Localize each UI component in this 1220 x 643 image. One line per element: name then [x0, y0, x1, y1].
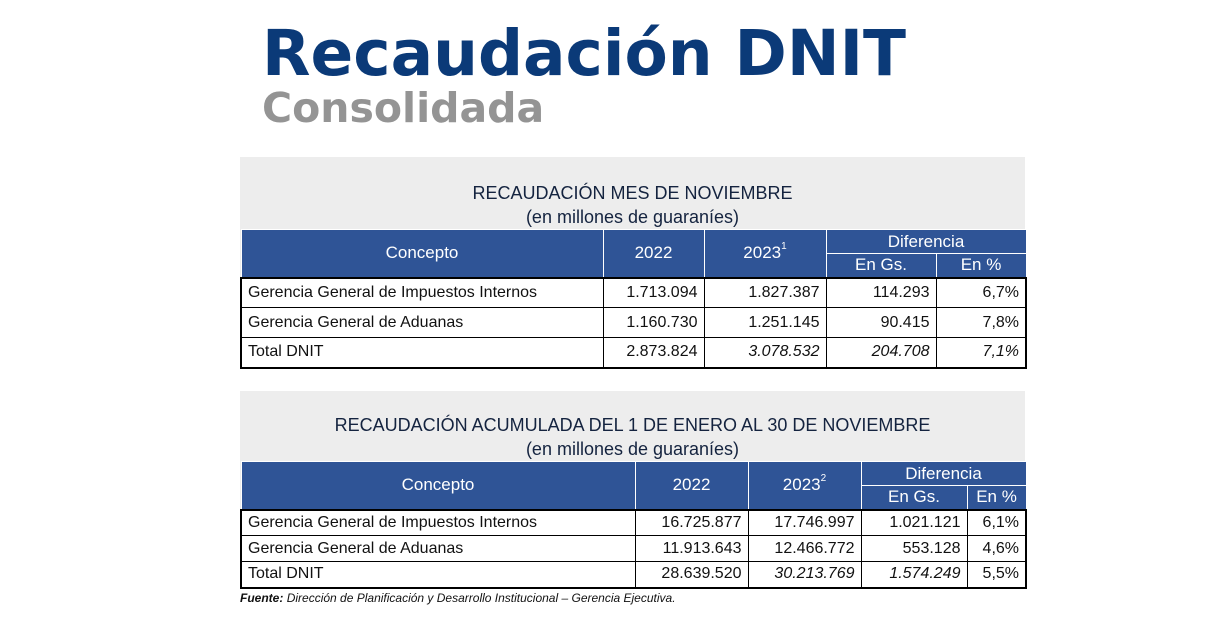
cell-concepto: Gerencia General de Aduanas — [241, 308, 603, 338]
table-row — [241, 536, 1026, 562]
cell-2023: 17.746.997 — [748, 510, 861, 536]
accumulated-collection-panel — [240, 391, 1025, 589]
cell-concepto: Gerencia General de Impuestos Internos — [241, 510, 635, 536]
cell-2022: 2.873.824 — [603, 338, 704, 368]
monthly-collection-heading — [240, 157, 1025, 229]
cell-concepto: Total DNIT — [241, 338, 603, 368]
column-header-2023 — [748, 462, 861, 510]
column-header-concepto: Concepto — [241, 462, 635, 510]
cell-en-gs: 1.021.121 — [861, 510, 967, 536]
footnote-marker: 2 — [820, 473, 827, 485]
table-subheading: (en millones de guaraníes) — [525, 207, 740, 227]
cell-en-pct: 5,5% — [967, 562, 1026, 588]
monthly-collection-table — [240, 229, 1027, 369]
cell-en-pct: 4,6% — [967, 536, 1026, 562]
cell-en-gs: 204.708 — [826, 338, 936, 368]
table-row-total — [241, 338, 1026, 368]
column-header-concepto: Concepto — [241, 230, 603, 278]
table-row — [241, 510, 1026, 536]
cell-en-pct: 7,1% — [936, 338, 1026, 368]
table-row — [241, 278, 1026, 308]
table-heading: RECAUDACIÓN MES DE NOVIEMBRE — [472, 183, 793, 203]
cell-en-pct: 6,7% — [936, 278, 1026, 308]
cell-2023: 3.078.532 — [704, 338, 826, 368]
accumulated-collection-heading — [240, 391, 1025, 461]
cell-2023: 1.827.387 — [704, 278, 826, 308]
footnote-marker: 1 — [781, 241, 787, 253]
table-row — [241, 308, 1026, 338]
column-header-diferencia: Diferencia — [861, 462, 1026, 486]
cell-en-gs: 90.415 — [826, 308, 936, 338]
cell-concepto: Gerencia General de Impuestos Internos — [241, 278, 603, 308]
cell-en-gs: 553.128 — [861, 536, 967, 562]
source-label: Fuente: — [240, 591, 284, 605]
table-heading: RECAUDACIÓN ACUMULADA DEL 1 DE ENERO AL 30 DE NOVIEMBRE — [334, 415, 931, 435]
column-header-2023-label: 2023 — [782, 475, 821, 495]
cell-en-gs: 1.574.249 — [861, 562, 967, 588]
column-header-en-pct: En % — [967, 486, 1026, 510]
cell-2022: 11.913.643 — [635, 536, 748, 562]
page-title: Recaudación DNIT — [262, 17, 906, 90]
column-header-en-pct: En % — [936, 254, 1026, 278]
monthly-collection-panel — [240, 157, 1025, 369]
cell-concepto: Gerencia General de Aduanas — [241, 536, 635, 562]
cell-2023: 30.213.769 — [748, 562, 861, 588]
cell-en-pct: 6,1% — [967, 510, 1026, 536]
cell-en-pct: 7,8% — [936, 308, 1026, 338]
column-header-en-gs: En Gs. — [861, 486, 967, 510]
cell-concepto: Total DNIT — [241, 562, 635, 588]
cell-2022: 1.160.730 — [603, 308, 704, 338]
accumulated-collection-table — [240, 461, 1027, 589]
source-text: Dirección de Planificación y Desarrollo Institucional – Gerencia Ejecutiva. — [286, 591, 676, 605]
table-row-total — [241, 562, 1026, 588]
column-header-2022: 2022 — [635, 462, 748, 510]
cell-2022: 28.639.520 — [635, 562, 748, 588]
column-header-2023 — [704, 230, 826, 278]
cell-2022: 16.725.877 — [635, 510, 748, 536]
table-subheading: (en millones de guaraníes) — [525, 439, 740, 459]
column-header-diferencia: Diferencia — [826, 230, 1026, 254]
cell-2022: 1.713.094 — [603, 278, 704, 308]
column-header-2022: 2022 — [603, 230, 704, 278]
cell-en-gs: 114.293 — [826, 278, 936, 308]
column-header-2023-label: 2023 — [743, 243, 782, 263]
cell-2023: 12.466.772 — [748, 536, 861, 562]
cell-2023: 1.251.145 — [704, 308, 826, 338]
page-subtitle: Consolidada — [262, 84, 545, 132]
source-note — [240, 591, 676, 605]
column-header-en-gs: En Gs. — [826, 254, 936, 278]
